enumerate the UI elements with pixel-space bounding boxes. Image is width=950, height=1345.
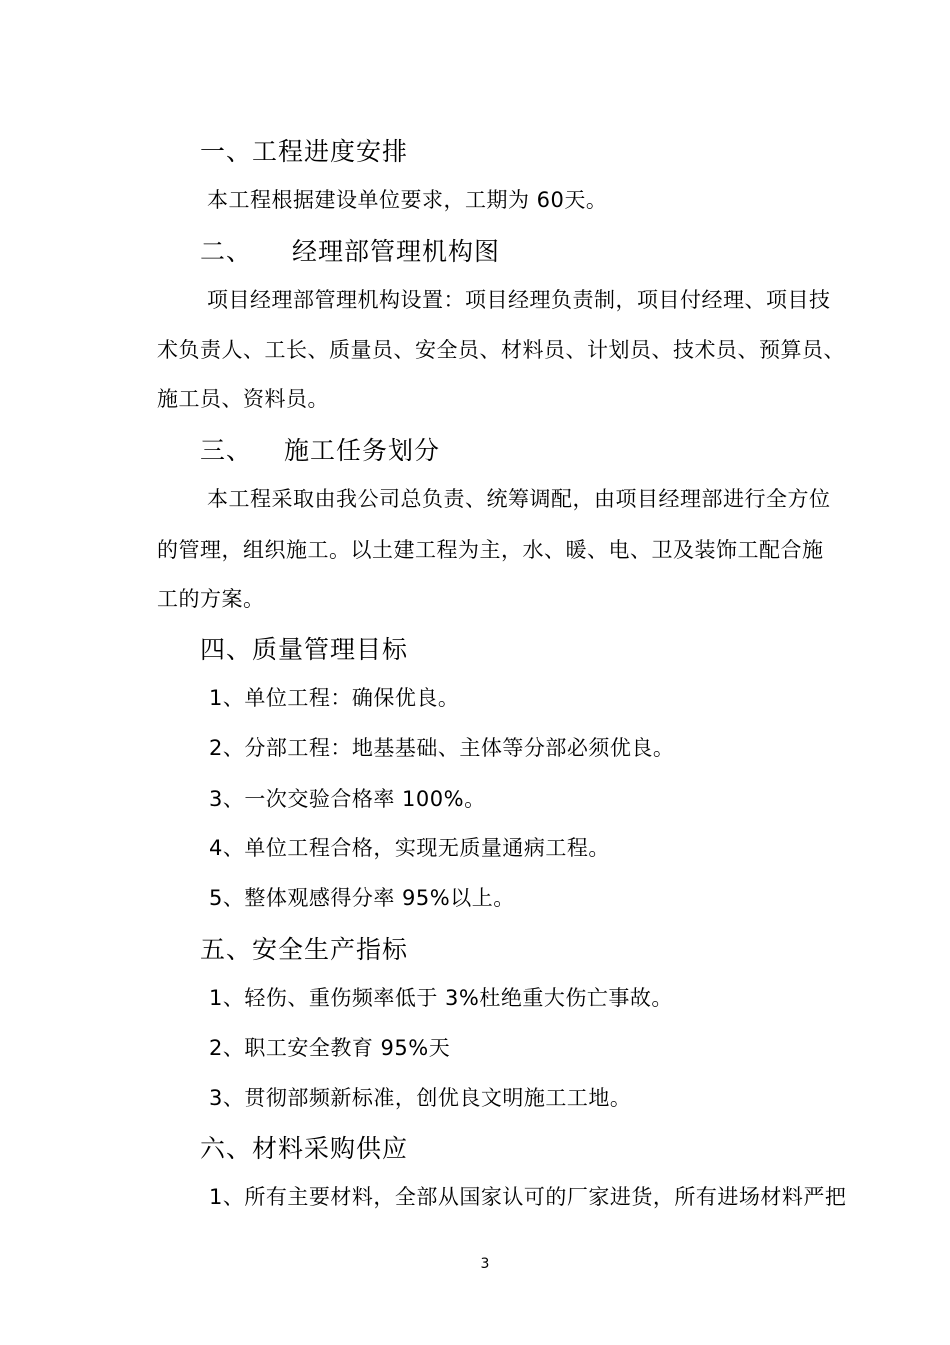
section-6-item-1: 1、所有主要材料，全部从国家认可的厂家进货，所有进场材料严把 [209,1185,847,1209]
section-2-paragraph-line-1: 项目经理部管理机构设置：项目经理负责制，项目付经理、项目技 [207,288,831,312]
section-3-heading [200,438,440,463]
section-4-title: 质量管理目标 [252,635,409,664]
section-5-heading [200,937,408,962]
section-4-number: 四、 [200,635,253,664]
section-2-heading [200,239,500,264]
section-6-title: 材料采购供应 [252,1134,409,1163]
section-5-item-3: 3、贯彻部频新标准，创优良文明施工工地。 [209,1086,632,1110]
page-number: 3 [480,1256,490,1272]
section-5-item-2: 2、职工安全教育 95%天 [209,1036,451,1060]
section-1-heading [200,139,408,164]
section-5-item-1: 1、轻伤、重伤频率低于 3%杜绝重大伤亡事故。 [209,986,673,1010]
section-5-title: 安全生产指标 [252,935,409,964]
section-4-item-3: 3、一次交验合格率 100%。 [209,787,486,811]
section-6-heading [200,1136,408,1161]
section-3-number: 三、 [200,436,253,465]
section-4-heading [200,637,408,662]
section-2-number: 二、 [200,237,253,266]
section-3-paragraph-line-3: 工的方案。 [157,587,265,611]
section-2-paragraph-line-2: 术负责人、工长、质量员、安全员、材料员、计划员、技术员、预算员、 [157,338,845,362]
section-4-item-4: 4、单位工程合格，实现无质量通病工程。 [209,836,610,860]
section-5-number: 五、 [200,935,253,964]
section-2-title: 经理部管理机构图 [292,237,501,266]
section-1-title: 工程进度安排 [252,137,409,166]
section-4-item-5: 5、整体观感得分率 95%以上。 [209,886,515,910]
section-3-paragraph-line-1: 本工程采取由我公司总负责、统筹调配，由项目经理部进行全方位 [207,487,831,511]
section-3-paragraph-line-2: 的管理，组织施工。以土建工程为主，水、暖、电、卫及装饰工配合施 [157,538,824,562]
section-6-number: 六、 [200,1134,253,1163]
section-3-title: 施工任务划分 [284,436,441,465]
section-1-paragraph: 本工程根据建设单位要求，工期为 60天。 [207,188,608,212]
section-2-paragraph-line-3: 施工员、资料员。 [157,387,329,411]
section-1-number: 一、 [200,137,253,166]
section-4-item-2: 2、分部工程：地基基础、主体等分部必须优良。 [209,736,675,760]
section-4-item-1: 1、单位工程：确保优良。 [209,686,460,710]
